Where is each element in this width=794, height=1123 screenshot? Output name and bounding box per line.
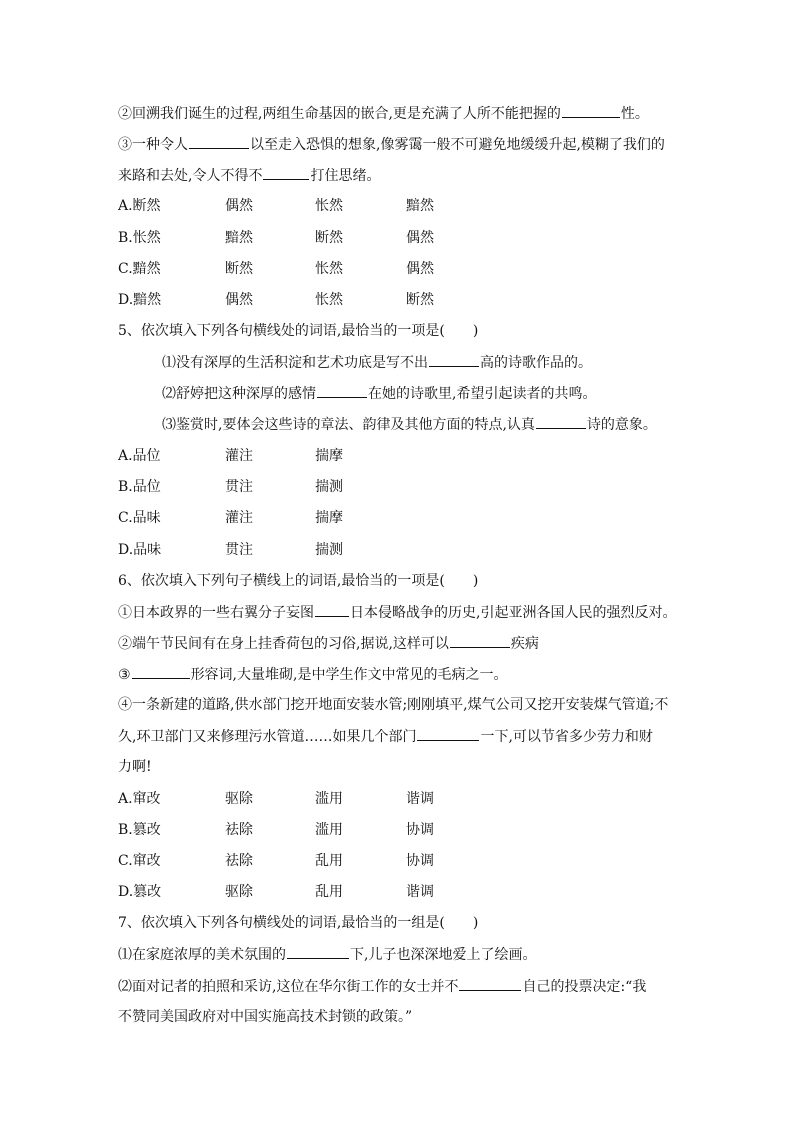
fill-blank xyxy=(562,103,620,118)
q7-sentence-2: ⑵面对记者的拍照和采访,这位在华尔街工作的女士并不 自己的投票决定:“我 xyxy=(118,976,646,997)
q7-sentence-2-cont: 不赞同美国政府对中国实施高技术封锁的政策。” xyxy=(118,1009,413,1025)
q5-sentence-2: ⑵舒婷把这种深厚的感情 在她的诗歌里,希望引起读者的共鸣。 xyxy=(162,383,596,404)
q7-stem: 7、依次填入下列各句横线处的词语,最恰当的一组是( ) xyxy=(118,915,479,931)
q5-stem: 5、依次填入下列各句横线处的词语,最恰当的一项是( ) xyxy=(118,323,479,339)
q5-sentence-3: ⑶鉴赏时,要体会这些诗的章法、韵律及其他方面的特点,认真 诗的意象。 xyxy=(162,414,657,435)
fill-blank xyxy=(429,352,479,367)
q4-sentence-3-cont: 来路和去处,令人不得不 打住思绪。 xyxy=(118,165,380,186)
fill-blank xyxy=(417,726,479,741)
fill-blank xyxy=(450,633,510,648)
q6-sentence-4-cont: 久,环卫部门又来修理污水管道……如果几个部门 一下,可以节省多少劳力和财 xyxy=(118,726,653,747)
fill-blank xyxy=(132,664,190,679)
fill-blank xyxy=(263,165,309,180)
q4-sentence-2: ②回溯我们诞生的过程,两组生命基因的嵌合,更是充满了人所不能把握的 性。 xyxy=(118,103,649,124)
fill-blank xyxy=(536,414,586,429)
fill-blank xyxy=(315,602,349,617)
q6-sentence-4-end: 力啊! xyxy=(118,759,152,775)
q6-sentence-4: ④一条新建的道路,供水部门挖开地面安装水管;刚刚填平,煤气公司又挖开安装煤气管道;不 xyxy=(118,697,669,713)
fill-blank xyxy=(287,944,349,959)
fill-blank xyxy=(459,976,521,991)
q6-stem: 6、依次填入下列句子横线上的词语,最恰当的一项是( ) xyxy=(118,573,479,589)
q4-sentence-3: ③一种令人 以至走入恐惧的想象,像雾霭一般不可避免地缓缓升起,模糊了我们的 xyxy=(118,134,665,155)
q5-sentence-1: ⑴没有深厚的生活积淀和艺术功底是写不出 高的诗歌作品的。 xyxy=(162,352,592,373)
fill-blank xyxy=(317,383,367,398)
document-page: ②回溯我们诞生的过程,两组生命基因的嵌合,更是充满了人所不能把握的 性。 ③一种令人 以至走入恐惧的想象,像雾霭一般不可避免地缓缓升起,模糊了我们的 来路和去处,令人不得不 打住思绪。 A.断然 偶然 怅然 黯然 B.怅然 黯然 断然 偶然 C.黯然 断然 怅然 偶然 D.黯然 偶然 怅然 断然 5、依次填入下列各句横线处的词语,最恰当的一项是( ) ⑴没有深厚的生活积淀和艺术功底是写不出 高的诗歌作品的。 ⑵舒婷把这种深厚的感情 在她的诗歌里,希望引起读者的共鸣。 ⑶鉴赏时,要体会这些诗的章法、韵律及其他方面的特点,认真 诗的意象。 A.品位 灌注 揣摩 B.品位 贯注 揣测 C.品味 灌注 揣摩 D.品味 贯注 揣测 6、依次填入下列句子横线上的词语,最恰当的一项是( ) ①日本政界的一些右翼分子妄图 日本侵略战争的历史,引起亚洲各国人民的强烈反对。 ②端午节民间有在身上挂香荷包的习俗,据说,这样可以 疾病 ③ 形容词,大量堆砌,是中学生作文中常见的毛病之一。 ④一条新建的道路,供水部门挖开地面安装水管;刚刚填平,煤气公司又挖开安装煤气管道;不 久,环卫部门又来修理污水管道……如果几个部门 一下,可以节省多少劳力和财 力啊! A.窜改 驱除 滥用 谐调 B.篡改 祛除 滥用 协调 C.窜改 祛除 乱用 协调 D.篡改 驱除 乱用 谐调 7、依次填入下列各句横线处的词语,最恰当的一组是( ) ⑴在家庭浓厚的美术氛围的 下,儿子也深深地爱上了绘画。 ⑵面对记者的拍照和采访,这位在华尔街工作的女士并不 自己的投票决定:“我 不赞同美国政府对中国实施高技术封锁的政策。” xyxy=(0,0,794,1123)
q6-sentence-2: ②端午节民间有在身上挂香荷包的习俗,据说,这样可以 疾病 xyxy=(118,633,539,654)
q7-sentence-1: ⑴在家庭浓厚的美术氛围的 下,儿子也深深地爱上了绘画。 xyxy=(118,944,536,965)
fill-blank xyxy=(189,134,249,149)
q6-sentence-1: ①日本政界的一些右翼分子妄图 日本侵略战争的历史,引起亚洲各国人民的强烈反对。 xyxy=(118,602,676,623)
q6-sentence-3: ③ 形容词,大量堆砌,是中学生作文中常见的毛病之一。 xyxy=(118,664,507,685)
